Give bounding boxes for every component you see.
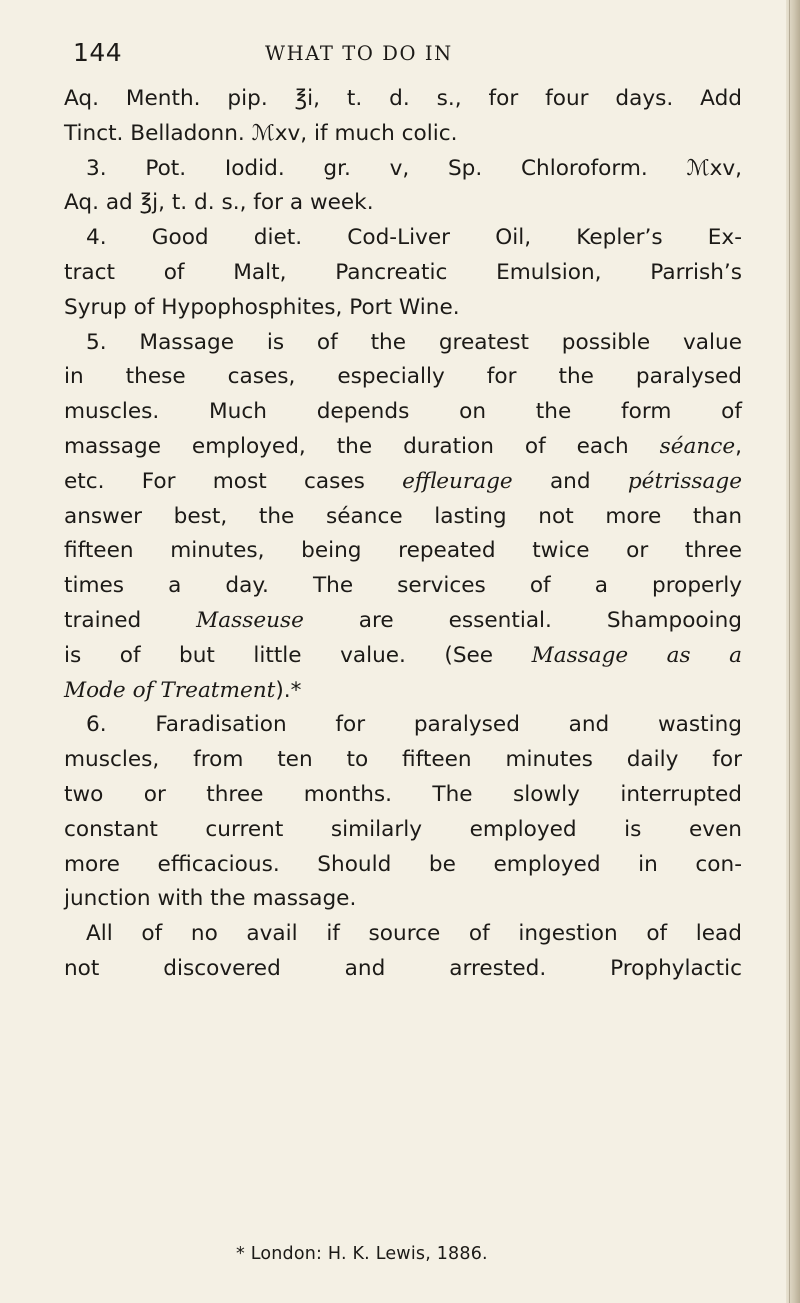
text-line: trained Masseuse are essential. Shampooing (64, 607, 743, 633)
text-line: is of but little value. (See Massage as a (64, 642, 742, 668)
text-line: etc. For most cases effleurage and pétrissage (64, 468, 742, 494)
text-line: fifteen minutes, being repeated twice or three (64, 538, 742, 564)
text-line: more efficacious. Should be employed in con- (64, 851, 742, 877)
page-header (73, 38, 753, 74)
text-line: not discovered and arrested. Prophylactic (64, 955, 742, 981)
text-line: 3. Pot. Iodid. gr. v, Sp. Chloroform. ℳxv, (86, 155, 742, 181)
text-line: Tinct. Belladonn. ℳxv, if much colic. (64, 120, 458, 146)
footnote: * London: H. K. Lewis, 1886. (236, 1244, 488, 1264)
text-line: Syrup of Hypophosphites, Port Wine. (64, 294, 460, 320)
text-line: massage employed, the duration of each séance, (64, 433, 742, 459)
text-line: muscles. Much depends on the form of (64, 399, 742, 425)
text-line: two or three months. The slowly interrupted (64, 781, 742, 807)
text-line: 4. Good diet. Cod-Liver Oil, Kepler’s Ex- (86, 225, 742, 251)
text-line: muscles, from ten to fifteen minutes daily for (64, 747, 742, 773)
text-line: times a day. The services of a properly (64, 573, 742, 599)
running-head: WHAT TO DO IN (265, 42, 453, 65)
text-line: Aq. ad ℥j, t. d. s., for a week. (64, 190, 374, 216)
page-number: 144 (73, 38, 123, 67)
page-edge-shadow (789, 0, 790, 1303)
text-line: junction with the massage. (64, 886, 357, 912)
text-line: answer best, the séance lasting not more than (64, 503, 742, 529)
text-line: 6. Faradisation for paralysed and wasting (86, 712, 742, 738)
text-line: 5. Massage is of the greatest possible value (86, 329, 742, 355)
text-line: in these cases, especially for the paralysed (64, 364, 742, 390)
body-text (64, 82, 742, 987)
text-line: Mode of Treatment).* (64, 677, 302, 703)
text-line: tract of Malt, Pancreatic Emulsion, Parrish’s (64, 259, 742, 285)
text-line: All of no avail if source of ingestion of lead (86, 921, 742, 947)
text-line: constant current similarly employed is even (64, 816, 742, 842)
text-line: Aq. Menth. pip. ℥i, t. d. s., for four days. Add (64, 86, 742, 111)
